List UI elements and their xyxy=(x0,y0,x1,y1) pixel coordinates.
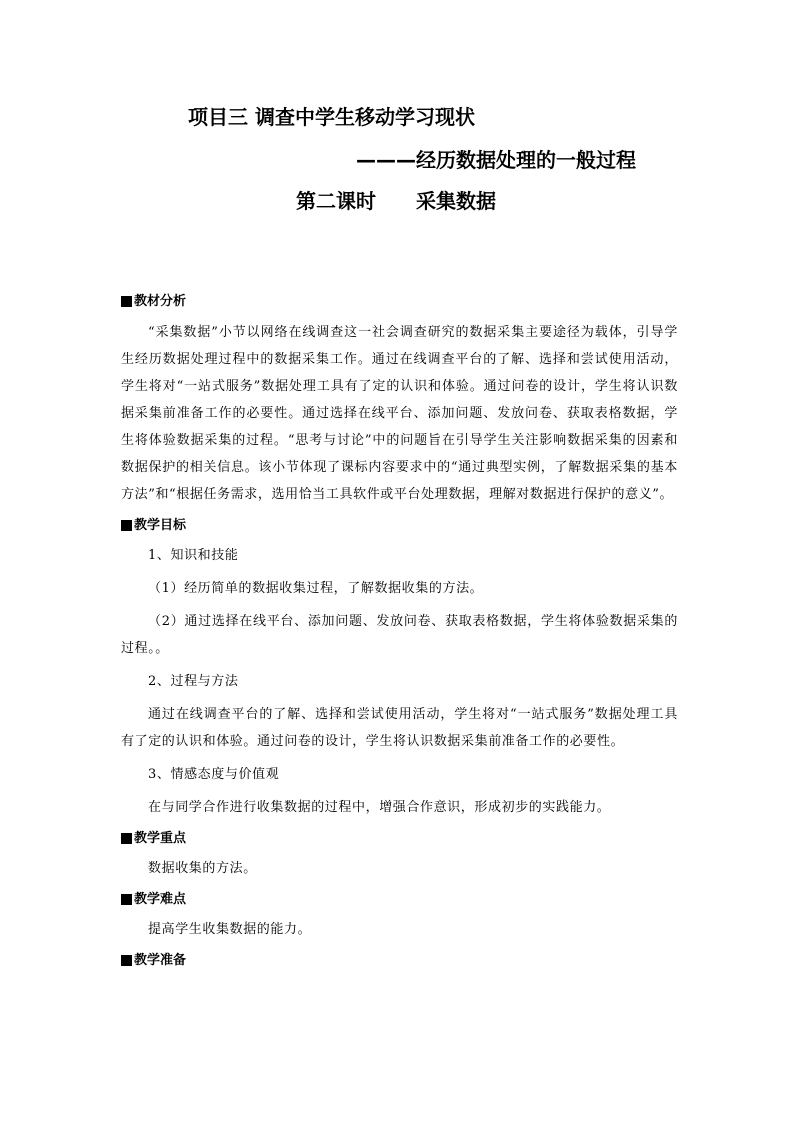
lesson-topic: 采集数据 xyxy=(416,189,496,213)
section-heading-key-points: 教学重点 xyxy=(121,824,678,852)
square-bullet-icon xyxy=(121,894,132,905)
section-heading-goals: 教学目标 xyxy=(121,511,678,539)
goal-1-title: 1、知识和技能 xyxy=(148,548,239,563)
goal-1-item-1: （1）经历简单的数据收集过程，了解数据收集的方法。 xyxy=(148,581,484,596)
goal-1-item-2: （2）通过选择在线平台、添加问题、发放问卷、获取表格数据，学生将体验数据采集的过程。。 xyxy=(121,614,678,656)
title-line-1: 项目三 调查中学生移动学习现状 xyxy=(188,105,475,129)
goal-3-title: 3、情感态度与价值观 xyxy=(148,767,280,782)
goal-2-text: 通过在线调查平台的了解、选择和尝试使用活动，学生将对“一站式服务”数据处理工具有了定的认识和体验。通过问卷的设计，学生将认识数据采集前准备工作的必要性。 xyxy=(121,707,678,749)
square-bullet-icon xyxy=(121,833,132,844)
analysis-paragraph: “采集数据”小节以网络在线调查这一社会调查研究的数据采集主要途径为载体，引导学生经历数据处理过程中的数据采集工作。通过在线调查平台的了解、选择和尝试使用活动，学生将对“一站式服务”数据处理工具有了定的认识和体验。通过问卷的设计，学生将认识数据采集前准备工作的必要性。通过选择在线平台、添加问题、发放问卷、获取表格数据，学生将体验数据采集的过程。“思考与讨论”中的问题旨在引导学生关注影响数据采集的因素和数据保护的相关信息。该小节体现了课标内容要求中的“通过典型实例，了解数据采集的基本方法”和“根据任务需求，选用恰当工具软件或平台处理数据，理解对数据进行保护的意义”。 xyxy=(121,325,678,502)
key-points-text: 数据收集的方法。 xyxy=(148,861,257,876)
square-bullet-icon xyxy=(121,520,132,531)
document-body xyxy=(121,287,678,974)
section-heading-difficulty: 教学难点 xyxy=(121,885,678,913)
square-bullet-icon xyxy=(121,296,132,307)
section-heading-preparation: 教学准备 xyxy=(121,946,678,974)
goal-3-text: 在与同学合作进行收集数据的过程中，增强合作意识，形成初步的实践能力。 xyxy=(148,800,611,815)
section-heading-analysis: 教材分析 xyxy=(121,287,678,315)
goal-2-title: 2、过程与方法 xyxy=(148,674,239,689)
difficulty-text: 提高学生收集数据的能力。 xyxy=(148,922,312,937)
lesson-number: 第二课时 xyxy=(296,189,376,213)
title-line-2: ———经历数据处理的一般过程 xyxy=(356,148,636,172)
title-line-3 xyxy=(296,189,496,213)
square-bullet-icon xyxy=(121,955,132,966)
